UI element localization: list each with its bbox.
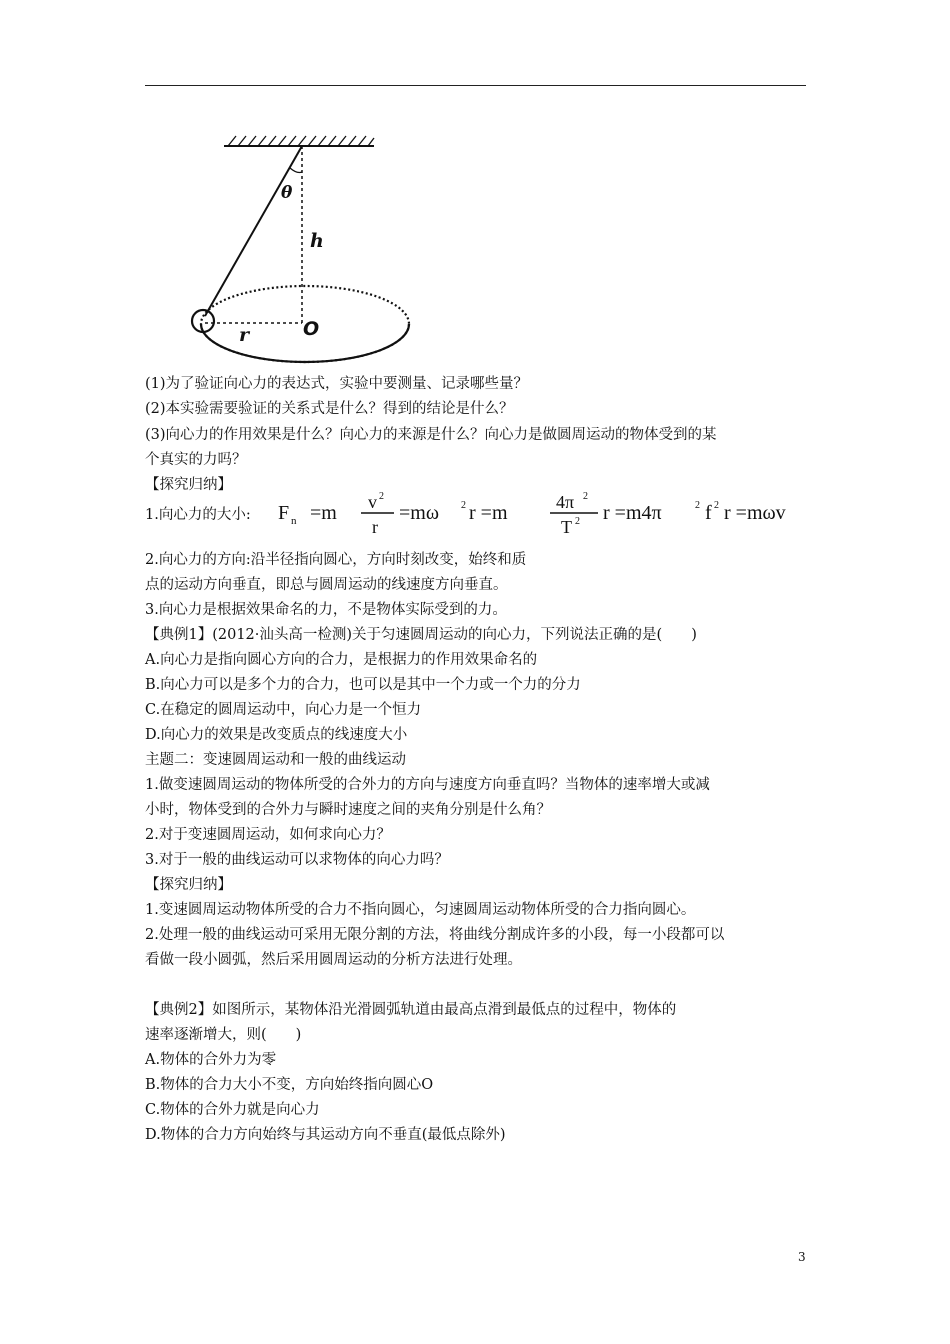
formula-eq1: =m [310,502,337,524]
question-1: (1)为了验证向心力的表达式，实验中要测量、记录哪些量？ [145,376,529,392]
example2-stem-a: 【典例2】如图所示，某物体沿光滑圆弧轨道由最高点滑到最低点的过程中，物体的 [145,1002,677,1018]
header-rule [145,85,806,86]
example1-option-b: B.向心力可以是多个力的合力，也可以是其中一个力或一个力的分力 [145,677,581,693]
formula-frac2-den-sup: 2 [575,516,580,527]
question-2: (2)本实验需要验证的关系式是什么？得到的结论是什么？ [145,401,514,417]
formula-frac1-num: v [368,492,377,512]
formula-frac1-den: r [372,517,378,537]
formula-frac2-num: 4π [556,492,575,512]
bob-circle [192,310,214,332]
example1-option-c: C.在稳定的圆周运动中，向心力是一个恒力 [145,702,422,718]
example1-option-a: A.向心力是指向圆心方向的合力，是根据力的作用效果命名的 [145,652,538,668]
ceiling-hatching [228,136,374,146]
formula-frac2-den: T [561,517,572,537]
centripetal-force-formula [248,486,863,538]
example2-stem-b: 速率逐渐增大，则( ) [145,1027,302,1043]
summary2-item2a: 2.处理一般的曲线运动可采用无限分割的方法，将曲线分割成许多的小段，每一小段都可以 [145,927,725,943]
formula-eq2: =mω [399,502,439,524]
formula-eq3-f: f [705,502,712,524]
example2-option-c: C.物体的合外力就是向心力 [145,1102,320,1118]
summary1-heading: 【探究归纳】 [145,477,232,493]
h-label: h [310,230,324,252]
formula-Fn-sub: n [291,515,297,527]
example2-option-b: B.物体的合力大小不变，方向始终指向圆心O [145,1077,434,1093]
summary1-item3: 3.向心力是根据效果命名的力，不是物体实际受到的力。 [145,602,507,618]
summary1-item2a: 2.向心力的方向:沿半径指向圆心，方向时刻改变，始终和质 [145,552,527,568]
angle-arc [290,168,302,173]
formula-eq3: r =m4π [603,502,662,524]
formula-label: 1.向心力的大小: [145,507,251,523]
formula-eq3-tail: r =mωv [724,502,786,524]
example1-option-d: D.向心力的效果是改变质点的线速度大小 [145,727,408,743]
formula-eq2-tail: r =m [469,502,508,524]
topic2-question-3: 3.对于一般的曲线运动可以求物体的向心力吗？ [145,852,449,868]
r-label: r [239,324,250,346]
conical-pendulum-figure [140,128,425,368]
formula-eq3-f-sup: 2 [714,500,719,511]
summary2-item2b: 看做一段小圆弧，然后采用圆周运动的分析方法进行处理。 [145,952,522,968]
example2-option-a: A.物体的合外力为零 [145,1052,277,1068]
topic2-question-1a: 1.做变速圆周运动的物体所受的合外力的方向与速度方向垂直吗？当物体的速率增大或减 [145,777,710,793]
theta-label: θ [281,183,293,203]
example2-option-d: D.物体的合力方向始终与其运动方向不垂直(最低点除外) [145,1127,506,1143]
o-label: O [303,318,320,340]
topic2-title: 主题二：变速圆周运动和一般的曲线运动 [145,752,406,768]
summary2-item1: 1.变速圆周运动物体所受的合力不指向圆心，匀速圆周运动物体所受的合力指向圆心。 [145,902,696,918]
topic2-question-1b: 小时，物体受到的合外力与瞬时速度之间的夹角分别是什么角？ [145,802,551,818]
formula-Fn: F [278,502,290,524]
formula-frac1-num-sup: 2 [379,491,384,502]
string-line [205,146,302,316]
question-3b: 个真实的力吗？ [145,452,247,468]
topic2-question-2: 2.对于变速圆周运动，如何求向心力？ [145,827,391,843]
example1-stem: 【典例1】(2012·汕头高一检测)关于匀速圆周运动的向心力，下列说法正确的是( ) [145,627,697,643]
summary2-heading: 【探究归纳】 [145,877,232,893]
question-3a: (3)向心力的作用效果是什么？向心力的来源是什么？向心力是做圆周运动的物体受到的某 [145,427,717,443]
summary1-item2b: 点的运动方向垂直，即总与圆周运动的线速度方向垂直。 [145,577,508,593]
formula-eq3-sup: 2 [695,500,700,511]
formula-frac2-num-sup: 2 [583,491,588,502]
page-number: 3 [798,1250,806,1264]
formula-eq2-sup: 2 [461,500,466,511]
